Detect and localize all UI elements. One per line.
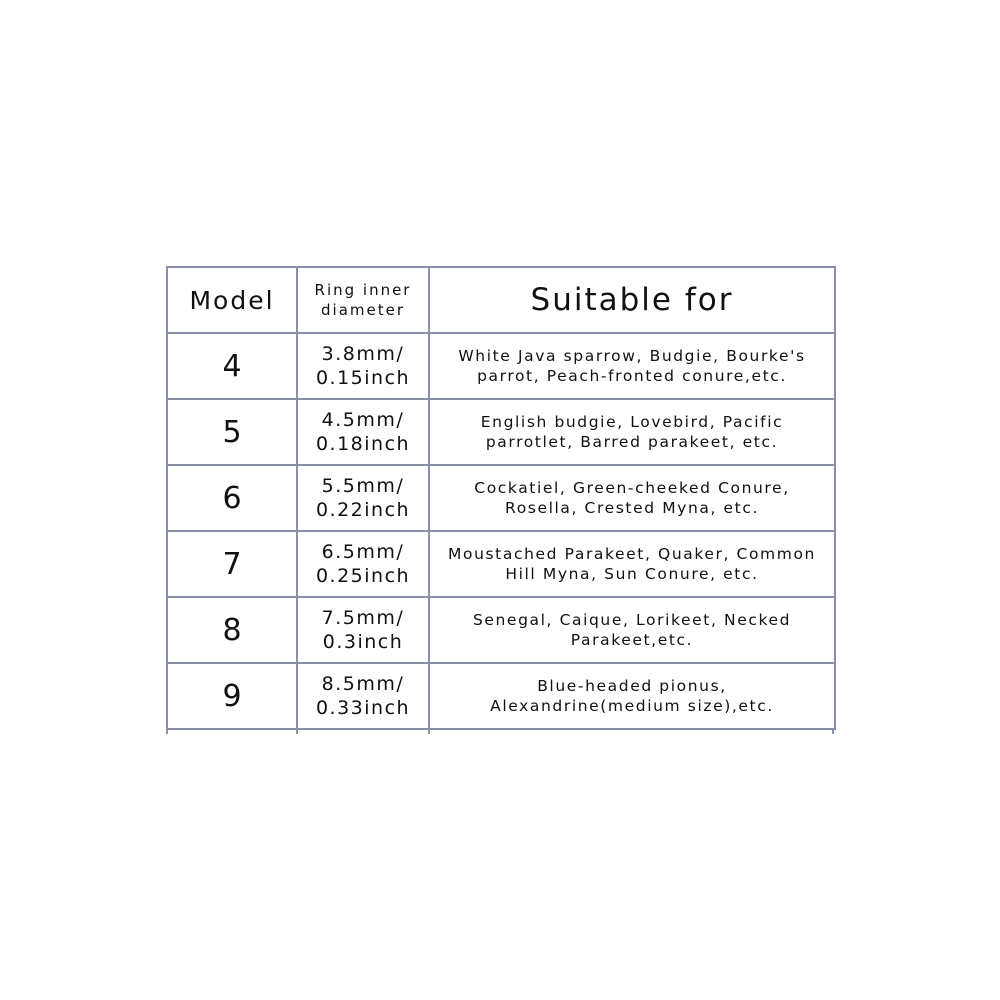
ring-size-table (166, 266, 836, 730)
model-cell: 8 (167, 597, 297, 663)
model-cell: 4 (167, 333, 297, 399)
table-continuation-border (428, 729, 430, 734)
diameter-inch: 0.3inch (322, 631, 404, 653)
model-cell: 7 (167, 531, 297, 597)
suitable-cell (429, 333, 835, 399)
suitable-line-1: English budgie, Lovebird, Pacific (480, 413, 784, 431)
table-continuation-border (166, 729, 168, 734)
suitable-line-2: parrotlet, Barred parakeet, etc. (485, 433, 779, 451)
suitable-cell (429, 531, 835, 597)
suitable-line-1: Moustached Parakeet, Quaker, Common (448, 545, 816, 563)
model-cell: 6 (167, 465, 297, 531)
header-suitable-for: Suitable for (429, 267, 835, 333)
diameter-inch: 0.22inch (315, 499, 411, 521)
suitable-line-2: Hill Myna, Sun Conure, etc. (505, 565, 759, 583)
suitable-line-1: Senegal, Caique, Lorikeet, Necked (472, 611, 792, 629)
diameter-cell (297, 333, 429, 399)
suitable-line-1: Cockatiel, Green-cheeked Conure, (474, 479, 790, 497)
table-row (167, 399, 835, 465)
suitable-cell (429, 465, 835, 531)
table-header-row (167, 267, 835, 333)
table-continuation-border (832, 729, 834, 734)
diameter-cell (297, 663, 429, 729)
suitable-cell (429, 597, 835, 663)
suitable-cell (429, 399, 835, 465)
diameter-inch: 0.15inch (315, 367, 411, 389)
suitable-line-2: parrot, Peach-fronted conure,etc. (477, 367, 787, 385)
diameter-cell (297, 597, 429, 663)
table-row (167, 465, 835, 531)
diameter-inch: 0.25inch (315, 565, 411, 587)
suitable-line-2: Alexandrine(medium size),etc. (490, 697, 774, 715)
diameter-inch: 0.33inch (315, 697, 411, 719)
suitable-cell (429, 663, 835, 729)
diameter-cell (297, 531, 429, 597)
suitable-line-2: Rosella, Crested Myna, etc. (505, 499, 759, 517)
diameter-cell (297, 465, 429, 531)
suitable-line-2: Parakeet,etc. (570, 631, 694, 649)
diameter-mm: 3.8mm/ (321, 343, 405, 365)
header-diameter-line-2: diameter (321, 301, 405, 319)
table-row (167, 333, 835, 399)
header-model: Model (167, 267, 297, 333)
table-row (167, 531, 835, 597)
diameter-inch: 0.18inch (315, 433, 411, 455)
table-continuation-border (296, 729, 298, 734)
diameter-mm: 7.5mm/ (321, 607, 405, 629)
diameter-cell (297, 399, 429, 465)
model-cell: 9 (167, 663, 297, 729)
table-row (167, 597, 835, 663)
model-cell: 5 (167, 399, 297, 465)
header-ring-inner-diameter (297, 267, 429, 333)
diameter-mm: 4.5mm/ (321, 409, 405, 431)
diameter-mm: 6.5mm/ (321, 541, 405, 563)
diameter-mm: 8.5mm/ (321, 673, 405, 695)
table-row (167, 663, 835, 729)
header-diameter-line-1: Ring inner (314, 281, 412, 299)
diameter-mm: 5.5mm/ (321, 475, 405, 497)
suitable-line-1: White Java sparrow, Budgie, Bourke's (458, 347, 806, 365)
suitable-line-1: Blue-headed pionus, (537, 677, 727, 695)
